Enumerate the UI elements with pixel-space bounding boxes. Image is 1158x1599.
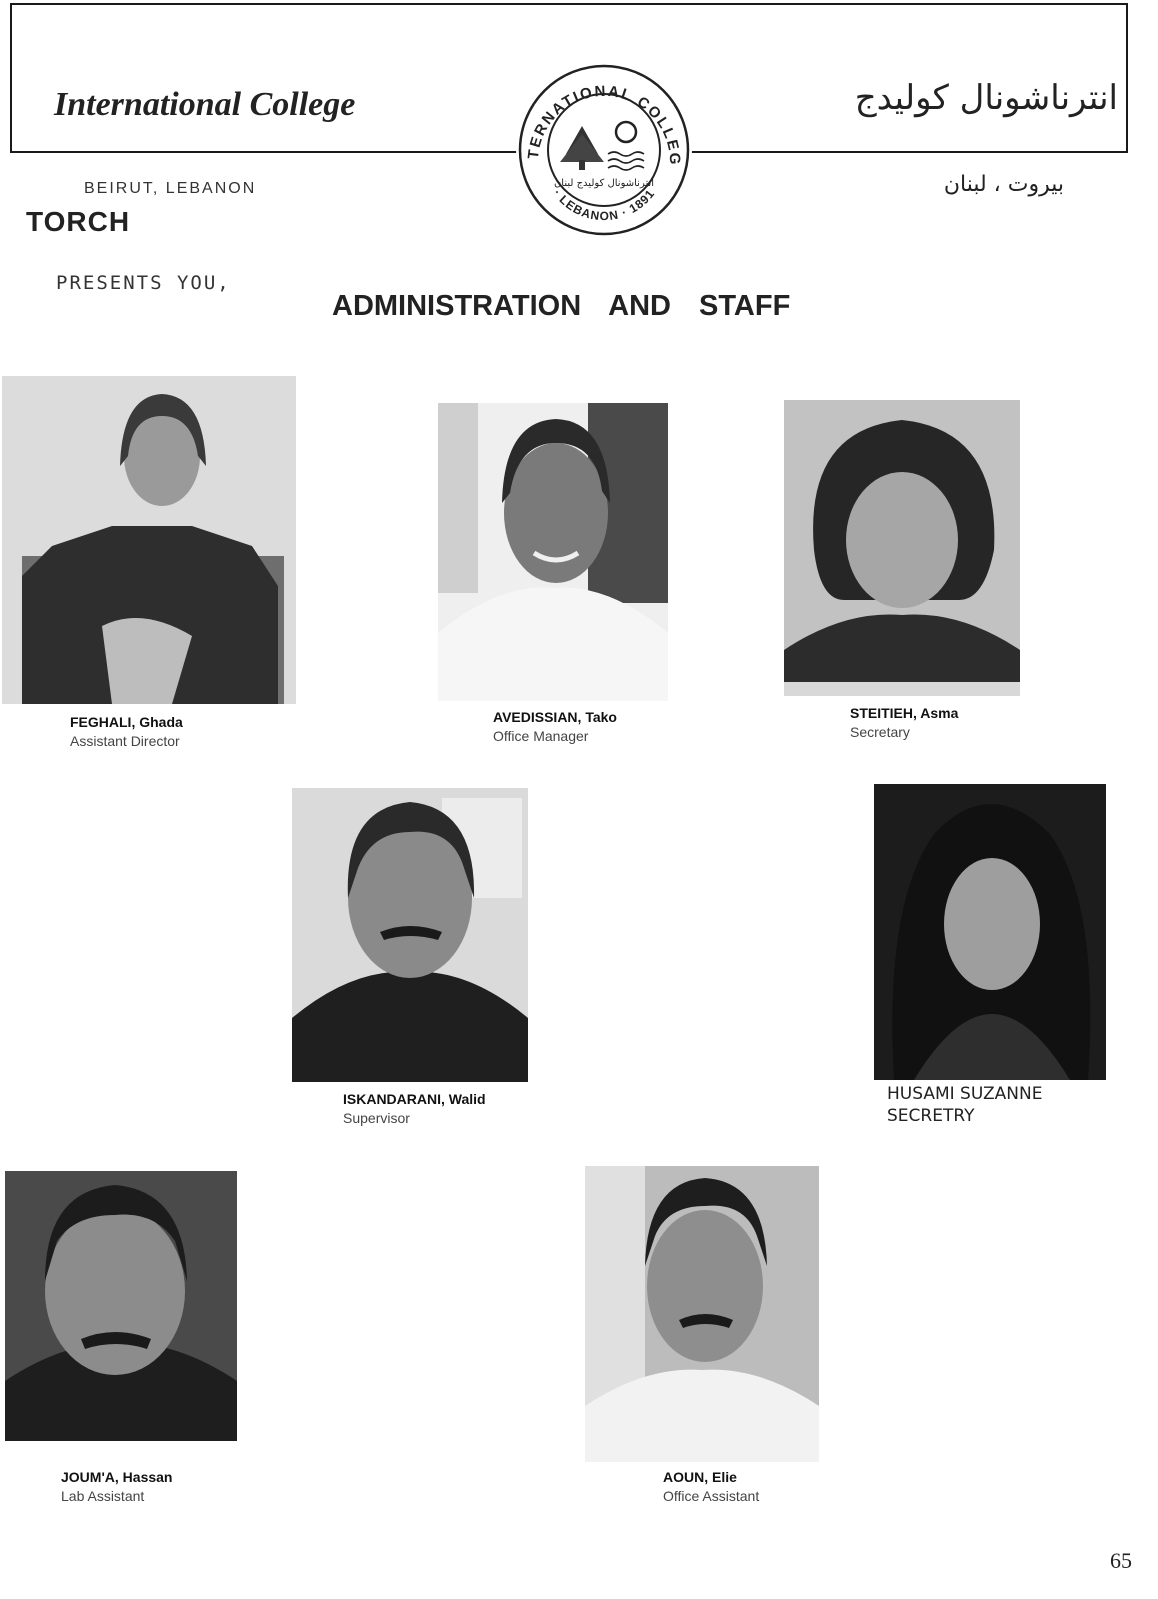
staff-role: Office Manager bbox=[493, 728, 589, 744]
city-english: BEIRUT, LEBANON bbox=[84, 180, 257, 197]
staff-name: HUSAMI SUZANNE bbox=[887, 1084, 1043, 1104]
page-title: ADMINISTRATION AND STAFF bbox=[332, 290, 791, 322]
city-arabic: بيروت ، لبنان bbox=[943, 172, 1064, 197]
presents-line: PRESENTS YOU, bbox=[56, 272, 231, 294]
college-name-arabic: انترناشونال كوليدج bbox=[854, 78, 1118, 118]
staff-name: STEITIEH, Asma bbox=[850, 705, 959, 721]
staff-photo-jouma bbox=[5, 1171, 237, 1441]
staff-role: Supervisor bbox=[343, 1110, 410, 1126]
staff-role: Assistant Director bbox=[70, 733, 180, 749]
staff-photo-husami bbox=[874, 784, 1106, 1080]
staff-role: SECRETRY bbox=[887, 1106, 975, 1126]
page-number: 65 bbox=[1110, 1548, 1132, 1573]
seal-top-text: TERNATIONAL COLLEG bbox=[524, 82, 684, 167]
staff-photo-feghali bbox=[2, 376, 296, 704]
staff-name: AVEDISSIAN, Tako bbox=[493, 709, 617, 725]
staff-caption-aoun bbox=[663, 1468, 759, 1506]
staff-caption-jouma bbox=[61, 1468, 172, 1506]
staff-caption-avedissian bbox=[493, 708, 617, 746]
publication-name: TORCH bbox=[26, 206, 131, 237]
staff-photo-iskandarani bbox=[292, 788, 528, 1082]
staff-photo-steitieh bbox=[784, 400, 1020, 696]
staff-name: ISKANDARANI, Walid bbox=[343, 1091, 486, 1107]
staff-caption-husami bbox=[887, 1083, 1042, 1127]
staff-role: Office Assistant bbox=[663, 1488, 760, 1504]
staff-photo-aoun bbox=[585, 1166, 819, 1462]
staff-caption-steitieh bbox=[850, 704, 958, 742]
staff-role: Secretary bbox=[850, 724, 910, 740]
staff-name: AOUN, Elie bbox=[663, 1469, 737, 1485]
college-seal-logo bbox=[516, 62, 692, 238]
staff-caption-iskandarani bbox=[343, 1090, 486, 1128]
college-name-english: International College bbox=[54, 86, 356, 123]
staff-name: FEGHALI, Ghada bbox=[70, 714, 183, 730]
seal-center-arabic: انترناشونال كوليدج لبنان bbox=[553, 178, 655, 189]
staff-role: Lab Assistant bbox=[61, 1488, 145, 1504]
staff-caption-feghali bbox=[70, 713, 183, 751]
seal-bottom-text: · LEBANON · 1891 bbox=[550, 186, 658, 224]
staff-photo-avedissian bbox=[438, 403, 668, 701]
staff-name: JOUM'A, Hassan bbox=[61, 1469, 173, 1485]
